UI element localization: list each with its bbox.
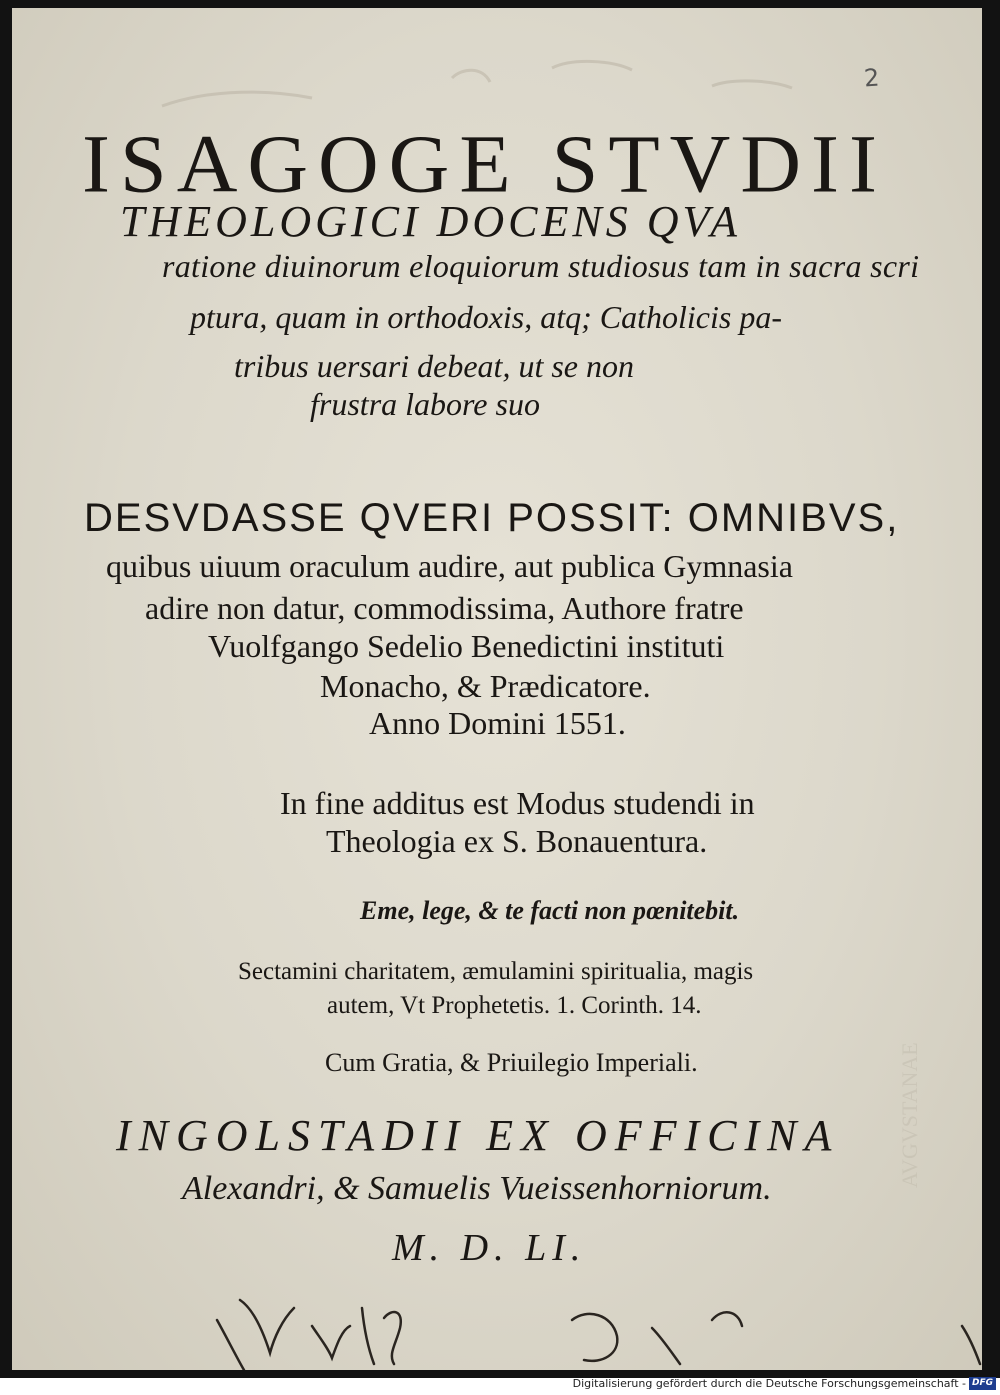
subtitle-line-3: adire non datur, commodissima, Authore fratre — [145, 590, 744, 626]
imprint-line-2: Alexandri, & Samuelis Vueissenhorniorum. — [182, 1170, 772, 1207]
subtitle-line-5: Monacho, & Prædicatore. — [320, 668, 651, 704]
motto: Eme, lege, & te facti non pœnitebit. — [360, 896, 740, 925]
title-line-1: ISAGOGE STVDII — [82, 118, 887, 211]
addendum-line-1: In fine additus est Modus studendi in — [280, 785, 755, 821]
title-line-2: THEOLOGICI DOCENS QVA — [120, 197, 741, 246]
title-page — [12, 8, 982, 1370]
title-line-5: tribus uersari debeat, ut se non — [234, 348, 634, 384]
title-line-4: ptura, quam in orthodoxis, atq; Catholicis pa- — [190, 299, 782, 335]
privilege-line: Cum Gratia, & Priuilegio Imperiali. — [325, 1048, 698, 1077]
subtitle-line-4: Vuolfgango Sedelio Benedictini instituti — [208, 628, 725, 664]
scripture-line-1: Sectamini charitatem, æmulamini spiritualia, magis — [238, 958, 754, 985]
page-number: 2 — [863, 63, 881, 93]
addendum-line-2: Theologia ex S. Bonauentura. — [326, 823, 708, 859]
subtitle-line-1: DESVDASSE QVERI POSSIT: OMNIBVS, — [84, 496, 900, 540]
imprint-year: M. D. LI. — [392, 1227, 587, 1269]
title-line-6: frustra labore suo — [310, 386, 540, 422]
subtitle-line-2: quibus uiuum oraculum audire, aut publica Gymnasia — [106, 548, 793, 584]
dfg-funding-footer — [573, 1377, 996, 1390]
footer-text: Digitalisierung gefördert durch die Deutsche Forschungsgemeinschaft - — [572, 1377, 966, 1390]
dfg-logo: DFG — [969, 1377, 996, 1390]
scripture-line-2: autem, Vt Prophetetis. 1. Corinth. 14. — [327, 992, 702, 1019]
imprint-line-1: INGOLSTADII EX OFFICINA — [116, 1111, 840, 1160]
title-line-3: ratione diuinorum eloquiorum studiosus tam in sacra scri — [162, 248, 920, 284]
svg-text:AVGVSTANAE: AVGVSTANAE — [897, 1042, 922, 1188]
subtitle-line-6: Anno Domini 1551. — [369, 705, 626, 741]
